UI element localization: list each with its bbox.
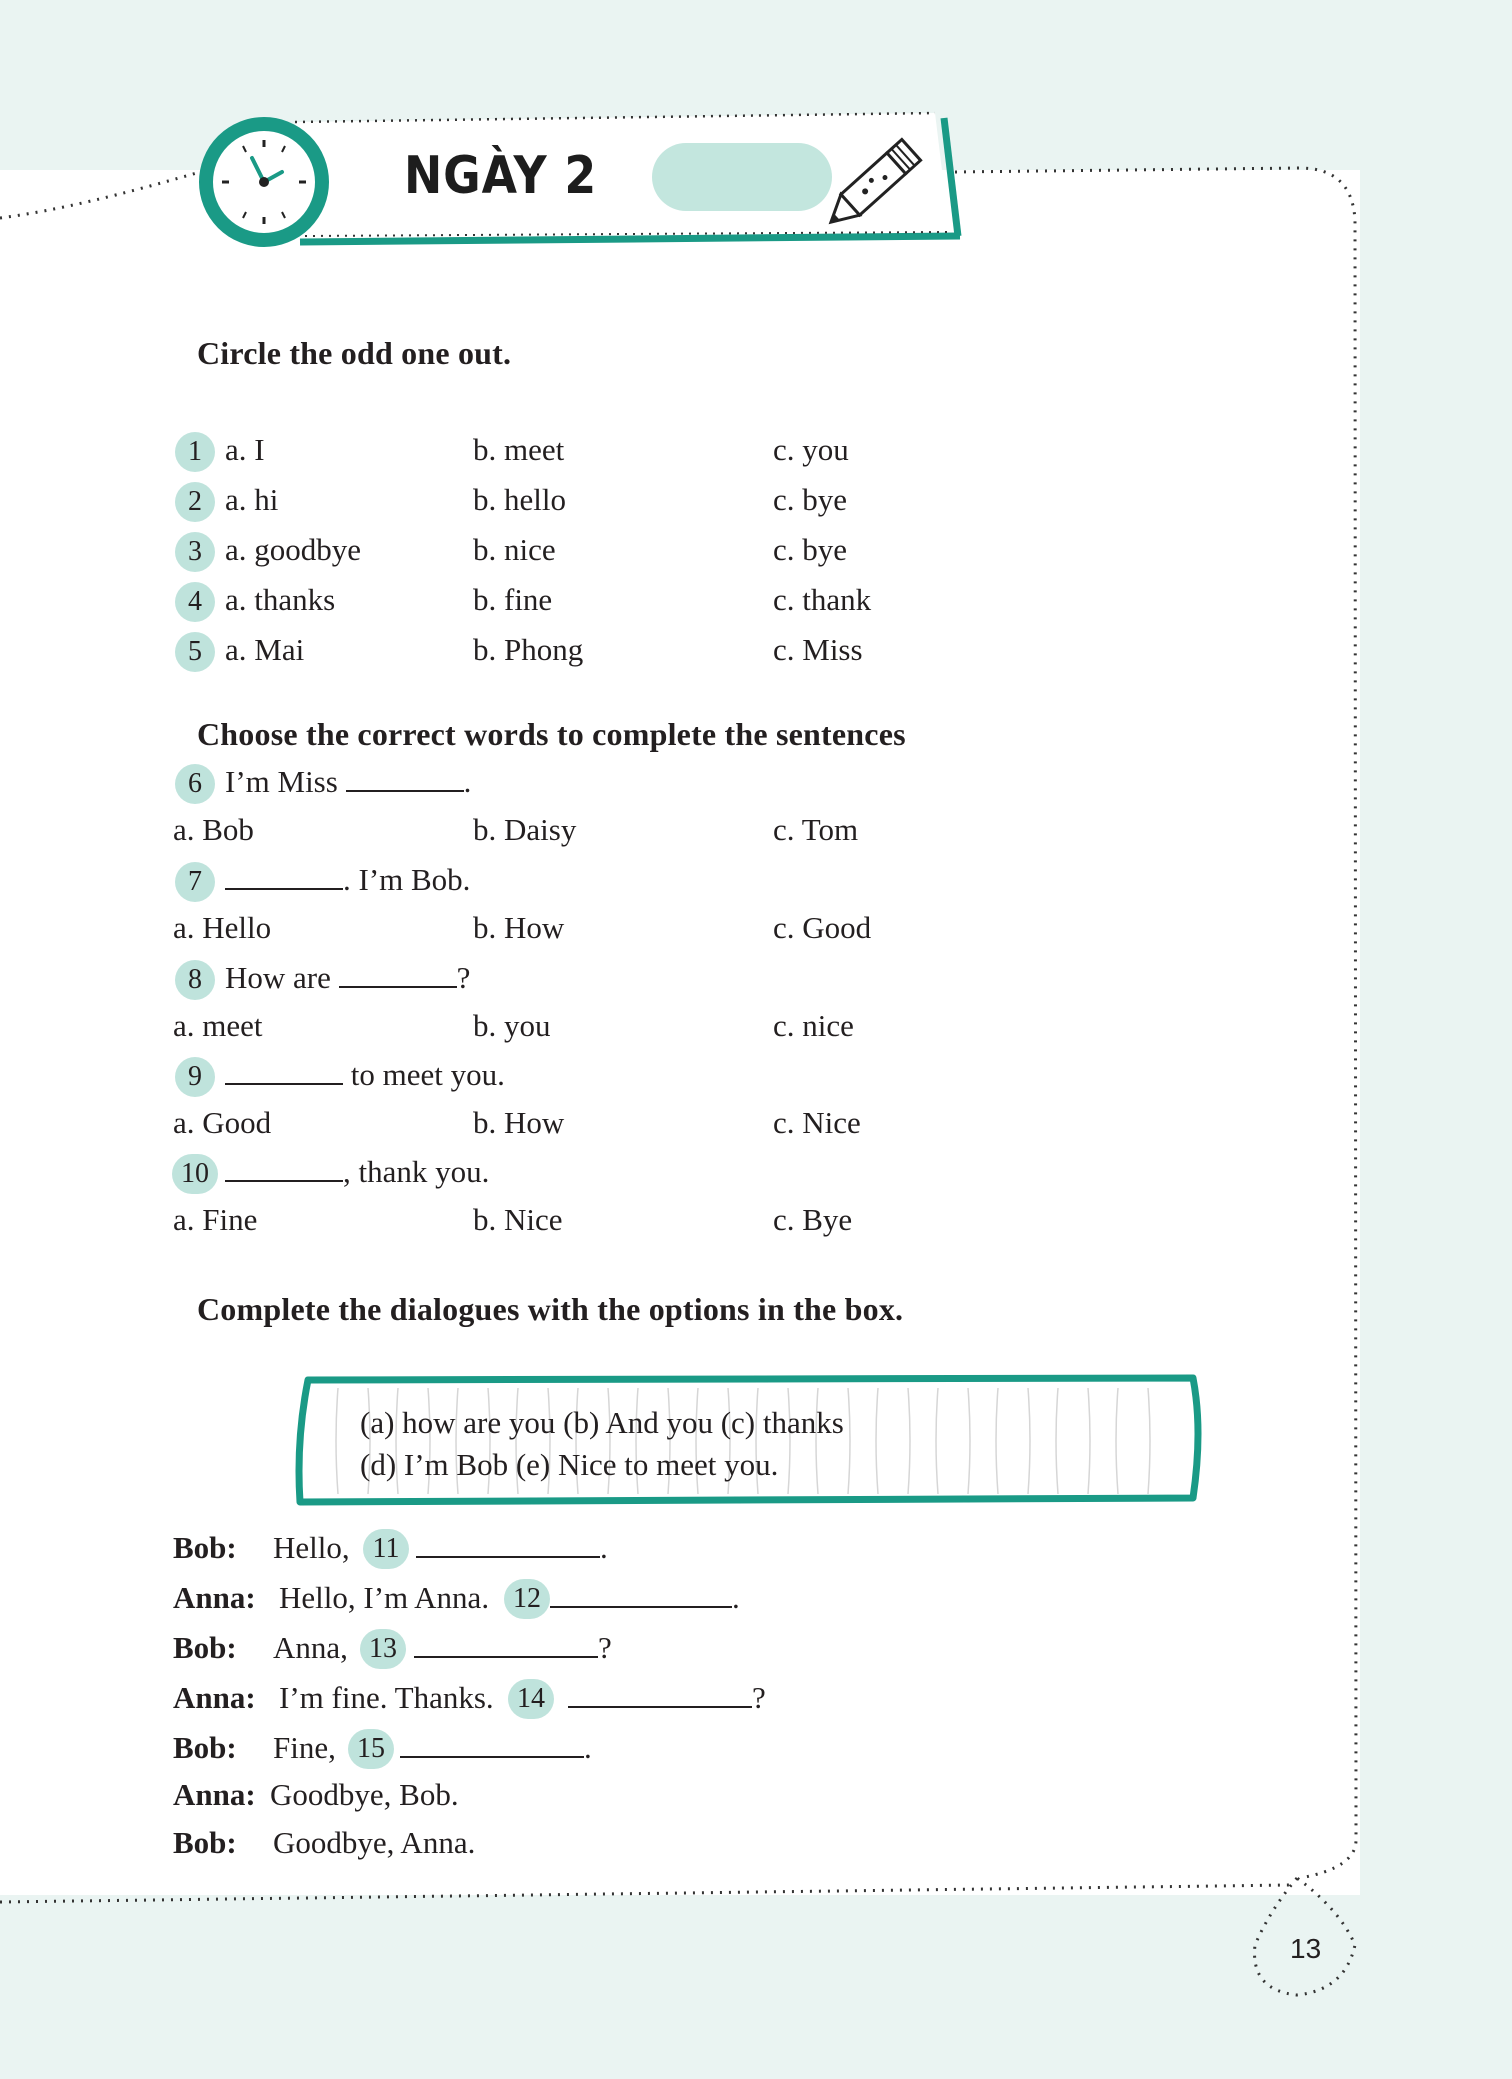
question-sentence: to meet you. — [225, 1057, 505, 1093]
question-number-badge: 11 — [363, 1529, 409, 1569]
question-number-badge: 2 — [175, 482, 215, 522]
option-c[interactable]: c. Good — [773, 910, 872, 945]
speaker: Bob: — [173, 1730, 237, 1765]
answer-blank[interactable] — [225, 1156, 343, 1182]
answer-blank[interactable] — [225, 1059, 343, 1085]
option-a[interactable]: a. I — [225, 432, 265, 467]
speaker: Bob: — [173, 1825, 237, 1860]
clock-icon — [206, 124, 322, 240]
option-a[interactable]: a. thanks — [225, 582, 336, 617]
question-number-badge: 14 — [508, 1679, 554, 1719]
answer-blank[interactable] — [225, 864, 343, 890]
section-title-complete-dialogues: Complete the dialogues with the options in the box. — [197, 1291, 904, 1327]
answer-blank[interactable] — [416, 1532, 600, 1558]
question-number-badge: 8 — [175, 960, 215, 1000]
answer-blank[interactable] — [568, 1682, 752, 1708]
dialogue-line — [173, 1580, 256, 1616]
dialogue-line — [173, 1680, 256, 1716]
dialogue-text: Anna, — [273, 1630, 348, 1665]
question-number-badge: 3 — [175, 532, 215, 572]
section-title-circle-odd: Circle the odd one out. — [197, 335, 512, 371]
dialogue-text: Fine, — [273, 1730, 336, 1765]
page-title: NGÀY 2 — [404, 146, 598, 206]
date-pill — [652, 143, 832, 211]
question-number-badge: 9 — [175, 1057, 215, 1097]
option-c[interactable]: c. bye — [773, 482, 848, 517]
dialogue-text: Hello, I’m Anna. — [279, 1580, 490, 1615]
answer-blank[interactable] — [346, 766, 464, 792]
question-number-badge: 1 — [175, 432, 215, 472]
dialogue-blank-line: . — [416, 1530, 608, 1566]
dialogue-line — [173, 1730, 237, 1766]
option-a[interactable]: a. meet — [173, 1008, 263, 1043]
answer-blank[interactable] — [550, 1582, 732, 1608]
option-b[interactable]: b. fine — [473, 582, 553, 617]
question-number-badge: 13 — [360, 1629, 406, 1669]
dialogue-line — [173, 1630, 237, 1666]
option-a[interactable]: a. goodbye — [225, 532, 362, 567]
option-a[interactable]: a. hi — [225, 482, 279, 517]
option-a[interactable]: a. Fine — [173, 1202, 258, 1237]
speaker: Anna: — [173, 1580, 256, 1615]
question-number-badge: 5 — [175, 632, 215, 672]
question-number-badge: 10 — [172, 1154, 218, 1194]
option-c[interactable]: c. Bye — [773, 1202, 853, 1237]
speaker: Anna: — [173, 1777, 256, 1812]
dialogue-blank-line: . — [400, 1730, 592, 1766]
answer-blank[interactable] — [414, 1632, 598, 1658]
page-number: 13 — [1290, 1933, 1322, 1964]
option-b[interactable]: b. Phong — [473, 632, 584, 667]
option-c[interactable]: c. Nice — [773, 1105, 861, 1140]
option-b[interactable]: b. Nice — [473, 1202, 563, 1237]
question-number-badge: 6 — [175, 764, 215, 804]
option-c[interactable]: c. bye — [773, 532, 848, 567]
option-b[interactable]: b. you — [473, 1008, 551, 1043]
dialogue-line — [173, 1530, 237, 1566]
option-b[interactable]: b. How — [473, 910, 565, 945]
dialogue-text: Hello, — [273, 1530, 350, 1565]
option-b[interactable]: b. hello — [473, 482, 566, 517]
option-b[interactable]: b. How — [473, 1105, 565, 1140]
question-sentence: , thank you. — [225, 1154, 489, 1190]
section-title-choose-words: Choose the correct words to complete the sentences — [197, 716, 906, 752]
question-number-badge: 4 — [175, 582, 215, 622]
option-b[interactable]: b. meet — [473, 432, 565, 467]
dialogue-line — [173, 1825, 237, 1861]
question-number-badge: 7 — [175, 862, 215, 902]
speaker: Anna: — [173, 1680, 256, 1715]
option-c[interactable]: c. Tom — [773, 812, 859, 847]
options-line-1: (a) how are you (b) And you (c) thanks — [360, 1405, 844, 1440]
dialogue-text: Goodbye, Anna. — [273, 1825, 476, 1860]
options-line-2: (d) I’m Bob (e) Nice to meet you. — [360, 1447, 779, 1482]
option-a[interactable]: a. Hello — [173, 910, 272, 945]
dialogue-text: Goodbye, Bob. — [270, 1777, 459, 1812]
dialogue-blank-line: ? — [568, 1680, 766, 1716]
option-c[interactable]: c. thank — [773, 582, 872, 617]
question-number-badge: 15 — [348, 1729, 394, 1769]
option-c[interactable]: c. Miss — [773, 632, 863, 667]
answer-blank[interactable] — [400, 1732, 584, 1758]
question-sentence: . I’m Bob. — [225, 862, 470, 898]
dialogue-blank-line: ? — [414, 1630, 612, 1666]
option-a[interactable]: a. Good — [173, 1105, 272, 1140]
speaker: Bob: — [173, 1530, 237, 1565]
answer-blank[interactable] — [339, 962, 457, 988]
option-b[interactable]: b. Daisy — [473, 812, 577, 847]
option-c[interactable]: c. you — [773, 432, 849, 467]
question-sentence: I’m Miss . — [225, 764, 472, 799]
dialogue-blank-line: . — [550, 1580, 740, 1616]
dialogue-text: I’m fine. Thanks. — [279, 1680, 494, 1715]
option-a[interactable]: a. Bob — [173, 812, 254, 847]
question-number-badge: 12 — [504, 1579, 550, 1619]
speaker: Bob: — [173, 1630, 237, 1665]
option-c[interactable]: c. nice — [773, 1008, 854, 1043]
dialogue-line — [173, 1777, 256, 1813]
option-a[interactable]: a. Mai — [225, 632, 305, 667]
option-b[interactable]: b. nice — [473, 532, 556, 567]
question-sentence: How are ? — [225, 960, 471, 995]
